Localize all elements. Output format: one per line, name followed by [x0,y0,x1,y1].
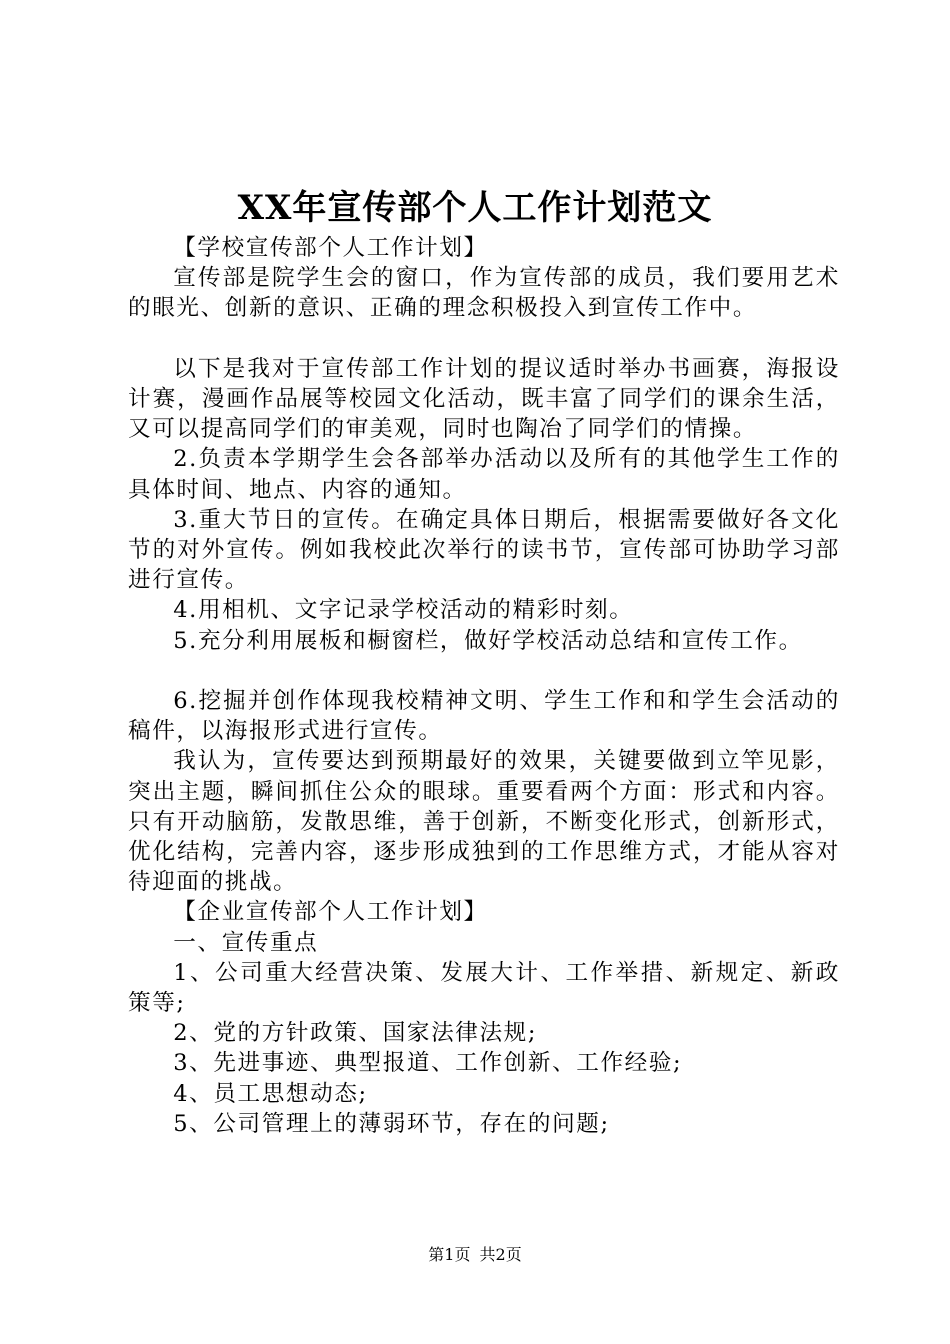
blank-line [128,324,840,354]
page-number-current: 第1页 [428,1245,471,1264]
document-body [128,233,840,1139]
section-heading-school: 【学校宣传部个人工作计划】 [173,235,488,261]
subsection-heading-focus: 一、宣传重点 [173,929,319,956]
list-item-6: 6.挖掘并创作体现我校精神文明、学生工作和和学生会活动的稿件，以海报形式进行宣传。 [128,688,840,745]
paragraph-proposal: 以下是我对于宣传部工作计划的提议适时举办书画赛，海报设计赛，漫画作品展等校园文化活动，既丰富了同学们的课余生活，又可以提高同学们的审美观，同时也陶冶了同学们的情操。 [128,355,840,443]
focus-item-4: 4、员工思想动态; [173,1080,368,1107]
list-item-3: 3.重大节日的宣传。在确定具体日期后，根据需要做好各文化节的对外宣传。例如我校此次举行的读书节，宣传部可协助学习部进行宣传。 [128,506,840,594]
page-number-total: 共2页 [479,1245,522,1264]
focus-item-1: 1、公司重大经营决策、发展大计、工作举措、新规定、新政策等; [128,959,840,1017]
page-footer [0,1243,950,1267]
section-heading-enterprise: 【企业宣传部个人工作计划】 [173,899,488,926]
paragraph-intro: 宣传部是院学生会的窗口，作为宣传部的成员，我们要用艺术的眼光、创新的意识、正确的理念积极投入到宣传工作中。 [128,265,840,322]
blank-line [128,656,840,686]
focus-item-5: 5、公司管理上的薄弱环节，存在的问题; [173,1110,610,1137]
paragraph-opinion: 我认为，宣传要达到预期最好的效果，关键要做到立竿见影，突出主题，瞬间抓住公众的眼球。重要看两个方面：形式和内容。只有开动脑筋，发散思维，善于创新，不断变化形式，创新形式，优化结构，完善内容，逐步形成独到的工作思维方式，才能从容对待迎面的挑战。 [128,748,840,896]
focus-item-3: 3、先进事迹、典型报道、工作创新、工作经验; [173,1050,683,1077]
list-item-4: 4.用相机、文字记录学校活动的精彩时刻。 [173,597,634,624]
document-title: XX年宣传部个人工作计划范文 [237,188,713,228]
list-item-2: 2.负责本学期学生会各部举办活动以及所有的其他学生工作的具体时间、地点、内容的通知。 [128,446,840,503]
focus-item-2: 2、党的方针政策、国家法律法规; [173,1020,538,1047]
list-item-5: 5.充分利用展板和橱窗栏，做好学校活动总结和宣传工作。 [173,627,803,654]
